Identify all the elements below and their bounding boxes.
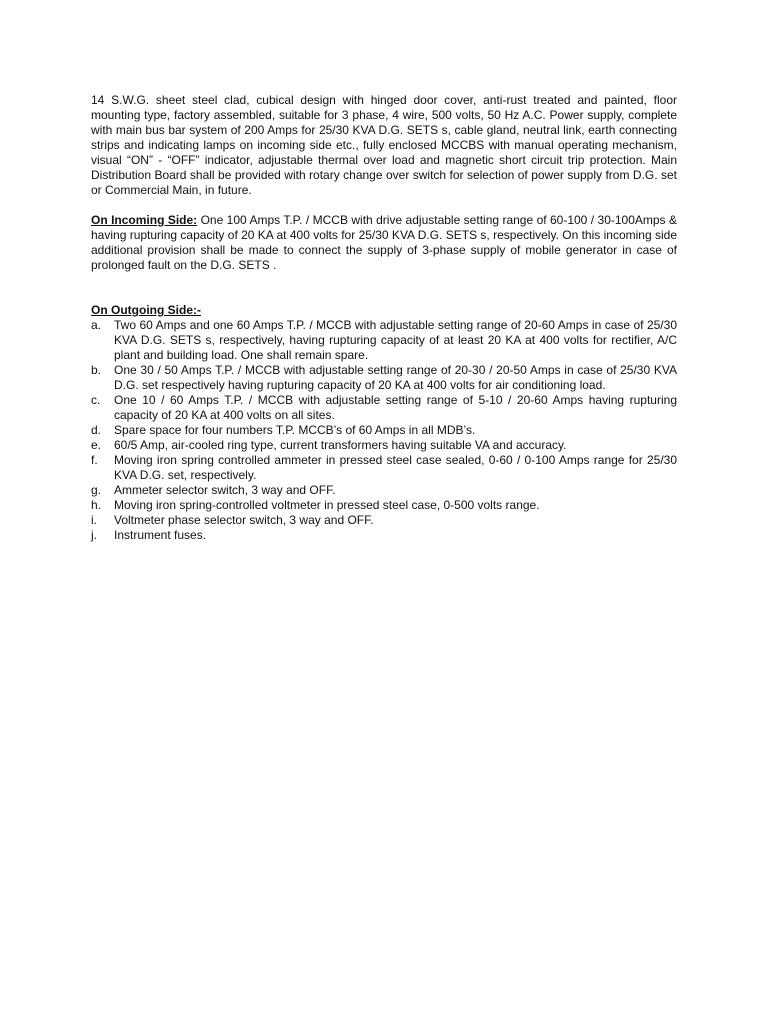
list-marker: i.	[91, 513, 97, 527]
outgoing-items-list	[91, 318, 677, 543]
list-marker: g.	[91, 483, 102, 497]
list-marker: e.	[91, 438, 102, 452]
document-page	[91, 93, 677, 543]
incoming-side-text: One 100 Amps T.P. / MCCB with drive adjustable setting range of 60-100 / 30-100Amps & having rupturing capacity of 20 KA at 400 volts for 25/30 KVA D.G. SETS s, respectively. On this incoming side additional provision shall be made to connect the supply of 3-phase supply of mobile generator in case of prolonged fault on the D.G. SETS .	[91, 213, 677, 272]
list-item	[91, 453, 677, 483]
list-marker: j.	[91, 528, 97, 542]
paragraph-spacer	[91, 198, 677, 213]
list-item-text: Spare space for four numbers T.P. MCCB’s of 60 Amps in all MDB’s.	[114, 423, 476, 437]
list-item-text: Ammeter selector switch, 3 way and OFF.	[114, 483, 336, 497]
section-spacer	[91, 273, 677, 303]
list-marker: f.	[91, 453, 98, 467]
list-marker: c.	[91, 393, 101, 407]
list-item	[91, 498, 677, 513]
list-marker: h.	[91, 498, 102, 512]
list-item-text: Instrument fuses.	[114, 528, 207, 542]
general-specification-paragraph: 14 S.W.G. sheet steel clad, cubical design with hinged door cover, anti-rust treated and painted, floor mounting type, factory assembled, suitable for 3 phase, 4 wire, 500 volts, 50 Hz A.C. Power supply, complete with main bus bar system of 200 Amps for 25/30 KVA D.G. SETS s, cable gland, neutral link, earth connecting strips and indicating lamps on incoming side etc., fully enclosed MCCBS with manual operating mechanism, visual “ON” - “OFF” indicator, adjustable thermal over load and magnetic short circuit trip protection. Main Distribution Board shall be provided with rotary change over switch for selection of power supply from D.G. set or Commercial Main, in future.	[91, 93, 677, 197]
list-item	[91, 318, 677, 363]
list-item	[91, 423, 677, 438]
list-item	[91, 438, 677, 453]
list-item	[91, 513, 677, 528]
list-item-text: Moving iron spring-controlled voltmeter in pressed steel case, 0-500 volts range.	[114, 498, 540, 512]
list-item-text: 60/5 Amp, air-cooled ring type, current transformers having suitable VA and accuracy.	[114, 438, 567, 452]
list-item-text: Moving iron spring controlled ammeter in pressed steel case sealed, 0-60 / 0-100 Amps range for 25/30 KVA D.G. set, respectively.	[114, 453, 677, 482]
list-item-text: Voltmeter phase selector switch, 3 way and OFF.	[114, 513, 374, 527]
list-marker: b.	[91, 363, 102, 377]
list-marker: a.	[91, 318, 102, 332]
incoming-side-heading: On Incoming Side:	[91, 213, 198, 227]
list-item	[91, 528, 677, 543]
list-item-text: One 10 / 60 Amps T.P. / MCCB with adjustable setting range of 5-10 / 20-60 Amps having rupturing capacity of 20 KA at 400 volts on all sites.	[114, 393, 677, 422]
list-item	[91, 393, 677, 423]
list-item-text: Two 60 Amps and one 60 Amps T.P. / MCCB with adjustable setting range of 20-60 Amps in case of 25/30 KVA D.G. SETS s, respectively, having rupturing capacity of at least 20 KA at 400 volts for rectifier, A/C plant and building load. One shall remain spare.	[114, 318, 677, 362]
list-item-text: One 30 / 50 Amps T.P. / MCCB with adjustable setting range of 20-30 / 20-50 Amps in case of 25/30 KVA D.G. set respectively having rupturing capacity of 20 KA at 400 volts for air conditioning load.	[114, 363, 677, 392]
outgoing-side-heading: On Outgoing Side:-	[91, 303, 201, 317]
list-item	[91, 363, 677, 393]
incoming-side-paragraph	[91, 213, 677, 273]
list-item	[91, 483, 677, 498]
list-marker: d.	[91, 423, 102, 437]
